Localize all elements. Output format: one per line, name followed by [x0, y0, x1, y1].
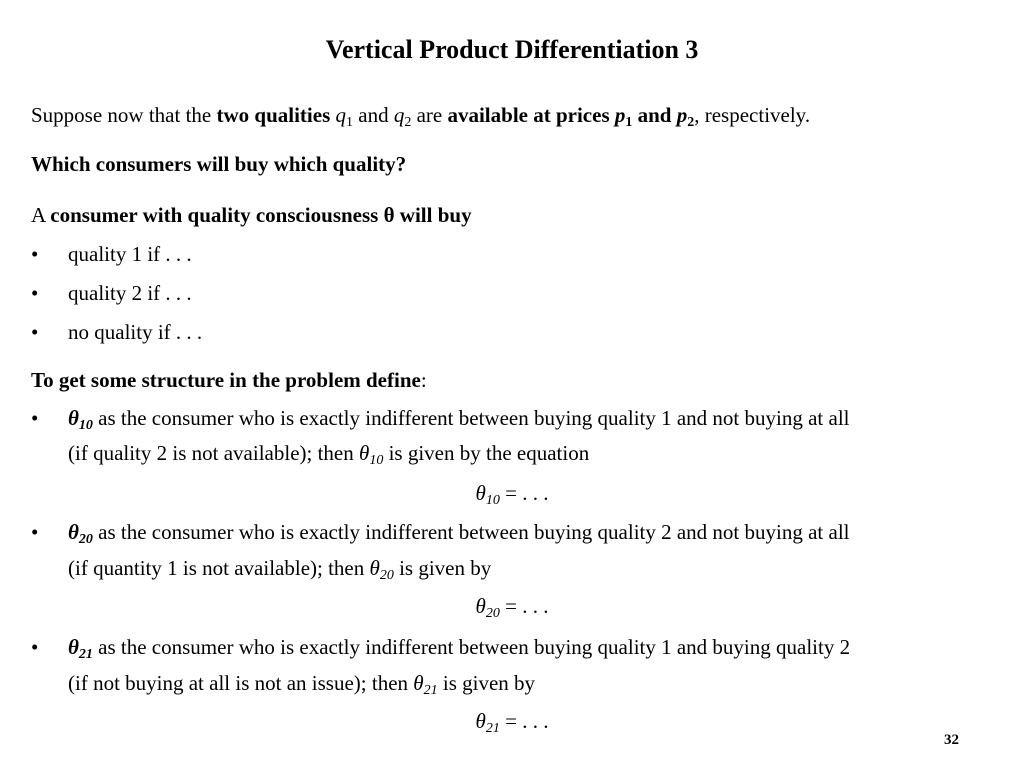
equation-theta20: [0, 593, 1024, 619]
slide-title: Vertical Product Differentiation 3: [325, 35, 699, 64]
intro-q2-subscript: 2: [404, 115, 412, 130]
bullet-icon: •: [31, 635, 39, 659]
intro-q2-letter: q: [393, 103, 405, 127]
theta-subscript: 20: [379, 568, 394, 583]
intro-text-1: Suppose now that the: [31, 103, 217, 127]
definition-theta21-line1: [68, 634, 850, 660]
intro-and: and: [353, 103, 394, 127]
option-no-quality: no quality if . . .: [68, 320, 203, 344]
intro-q1-subscript: 1: [346, 115, 353, 130]
theta-symbol: θ: [359, 441, 370, 465]
bullet-icon: •: [31, 242, 39, 266]
bullet-icon: •: [31, 320, 39, 344]
equation-theta10: [0, 480, 1024, 506]
definition-text: as the consumer who is exactly indifferent between buying quality 2 and not buying at all: [92, 520, 850, 544]
theta-symbol: θ: [68, 406, 79, 430]
definition-theta20-line2: [68, 555, 491, 581]
theta-symbol: θ: [475, 594, 486, 618]
structure-heading: [31, 367, 427, 393]
definition-theta10-line2: [68, 440, 589, 466]
intro-q1-letter: q: [335, 103, 346, 127]
intro-available-at-prices: available at prices: [447, 103, 610, 127]
consumer-line-bold: consumer with quality consciousness θ will buy: [50, 203, 472, 227]
theta-subscript: 10: [369, 453, 384, 468]
definition-text: is given by: [437, 671, 536, 695]
structure-heading-bold: To get some structure in the problem define: [31, 368, 421, 392]
definition-text: (if not buying at all is not an issue); then: [68, 671, 414, 695]
equation-rhs: = . . .: [499, 709, 549, 733]
intro-respectively: , respectively.: [694, 103, 811, 127]
definition-text: (if quantity 1 is not available); then: [68, 556, 370, 580]
bullet-icon: •: [31, 281, 39, 305]
theta-symbol: θ: [413, 671, 424, 695]
definition-theta20-line1: [68, 519, 850, 545]
definition-text: as the consumer who is exactly indifferent between buying quality 1 and not buying at all: [92, 406, 850, 430]
intro-p2-subscript: 2: [687, 115, 695, 130]
theta-subscript: 21: [423, 683, 438, 698]
definition-theta21-line2: [68, 670, 535, 696]
intro-p2-letter: p: [676, 103, 688, 127]
page-number: 32: [944, 732, 959, 748]
question-line: Which consumers will buy which quality?: [31, 152, 407, 176]
bullet-icon: •: [31, 406, 39, 430]
option-quality-1: quality 1 if . . .: [68, 242, 192, 266]
theta-subscript: 10: [78, 418, 93, 433]
theta-symbol: θ: [68, 635, 79, 659]
theta-symbol: θ: [369, 556, 380, 580]
intro-two-qualities: two qualities: [216, 103, 331, 127]
option-quality-2: quality 2 if . . .: [68, 281, 192, 305]
intro-are: are: [411, 103, 448, 127]
theta-subscript: 21: [485, 721, 500, 736]
definition-text: is given by: [393, 556, 492, 580]
intro-bold-and: and: [632, 103, 677, 127]
definition-text: (if quality 2 is not available); then: [68, 441, 360, 465]
equation-rhs: = . . .: [499, 481, 549, 505]
definition-text: as the consumer who is exactly indifferent between buying quality 1 and buying quality 2: [92, 635, 851, 659]
theta-subscript: 20: [485, 606, 500, 621]
definition-text: is given by the equation: [383, 441, 590, 465]
consumer-line: [31, 202, 472, 228]
theta-subscript: 21: [78, 647, 93, 662]
definition-theta10-line1: [68, 405, 850, 431]
intro-sentence: [31, 102, 810, 128]
theta-symbol: θ: [68, 520, 79, 544]
equation-rhs: = . . .: [499, 594, 549, 618]
consumer-line-a: A: [31, 203, 51, 227]
theta-symbol: θ: [475, 481, 486, 505]
structure-heading-colon: :: [420, 368, 427, 392]
bullet-icon: •: [31, 520, 39, 544]
theta-symbol: θ: [475, 709, 486, 733]
intro-p1-subscript: 1: [625, 115, 633, 130]
equation-theta21: [0, 708, 1024, 734]
theta-subscript: 10: [485, 493, 500, 508]
intro-p1-letter: p: [614, 103, 626, 127]
theta-subscript: 20: [78, 532, 93, 547]
